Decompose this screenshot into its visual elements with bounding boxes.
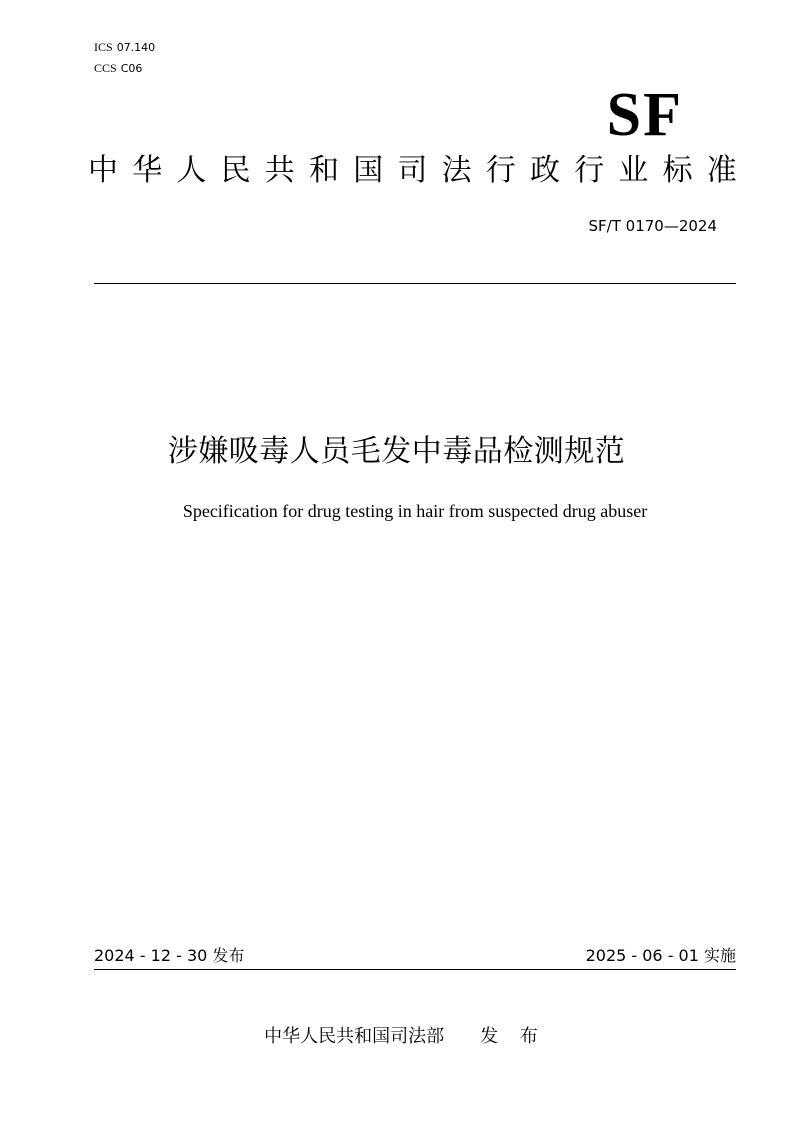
effective-date: 2025 - 06 - 01 实施 — [585, 946, 736, 965]
header-divider — [94, 283, 736, 284]
document-title-en: Specification for drug testing in hair from suspected drug abuser — [182, 501, 648, 521]
issue-word: 发 布 — [480, 1026, 546, 1047]
standard-type-title: 中华人民共和国司法行政行业标准 — [88, 153, 751, 188]
issuer-name: 中华人民共和国司法部 — [264, 1026, 445, 1047]
standard-number: SF/T 0170—2024 — [588, 217, 717, 235]
ics-code: 07.140 — [116, 41, 156, 54]
sf-logo: SF — [606, 81, 683, 149]
issue-date: 2024 - 12 - 30 发布 — [94, 946, 245, 965]
ccs-classification — [94, 61, 142, 76]
ics-label: ICS — [94, 40, 113, 54]
ccs-label: CCS — [94, 61, 117, 75]
document-title-cn: 涉嫌吸毒人员毛发中毒品检测规范 — [167, 434, 626, 469]
footer-divider — [94, 969, 736, 970]
ccs-code: C06 — [120, 62, 143, 75]
issuer-line — [0, 1024, 793, 1050]
ics-classification — [94, 40, 155, 55]
